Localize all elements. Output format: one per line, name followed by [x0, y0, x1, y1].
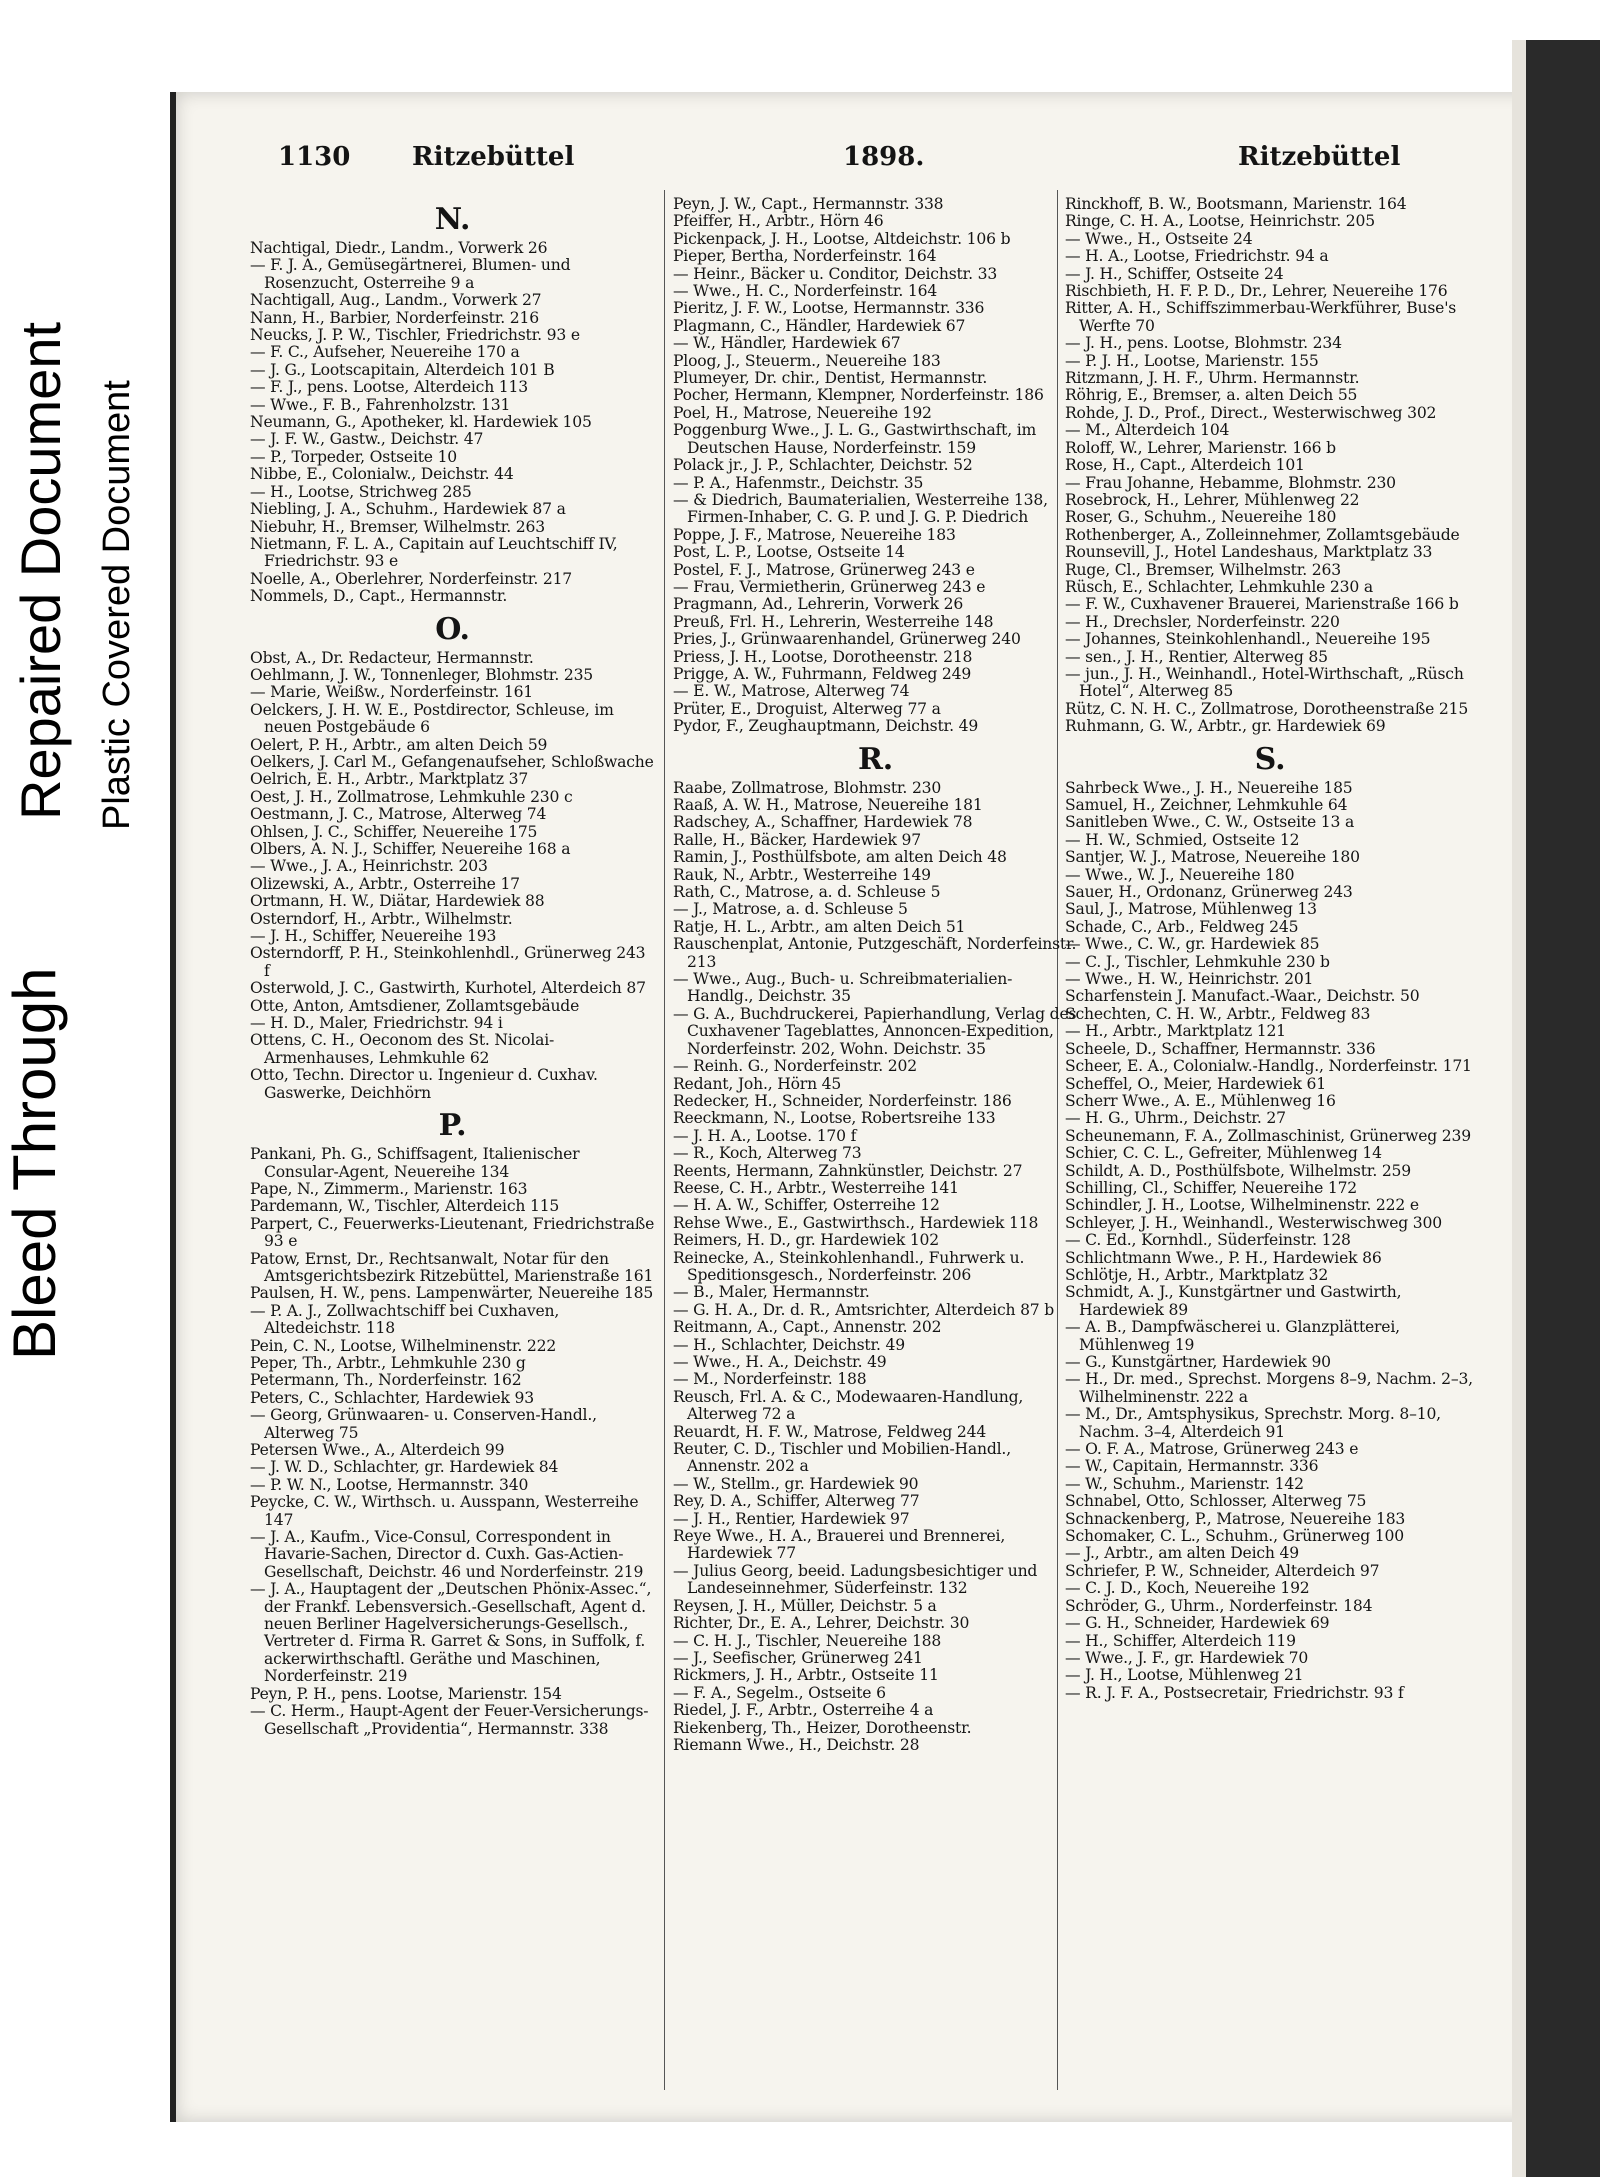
directory-entry: Röhrig, E., Bremser, a. alten Deich 55 [1065, 386, 1358, 405]
directory-entry: — F. J. A., Gemüsegärtnerei, Blumen- und Rosenzucht, Osterreihe 9 a [250, 256, 571, 292]
directory-entry: Pein, C. N., Lootse, Wilhelminenstr. 222 [250, 1336, 557, 1355]
directory-entry: Roser, G., Schuhm., Neuereihe 180 [1065, 508, 1337, 527]
directory-entry: — F. A., Segelm., Ostseite 6 [673, 1683, 886, 1702]
directory-entry: — M., Dr., Amtsphysikus, Sprechstr. Morg. 8–10, Nachm. 3–4, Alterdeich 91 [1065, 1405, 1441, 1441]
directory-entry: — H., Arbtr., Marktplatz 121 [1065, 1022, 1286, 1041]
directory-entry: Schnackenberg, P., Matrose, Neuereihe 183 [1065, 1509, 1406, 1528]
directory-entry: — J., Arbtr., am alten Deich 49 [1065, 1544, 1299, 1563]
directory-entry: — O. F. A., Matrose, Grünerweg 243 e [1065, 1440, 1359, 1459]
directory-entry: Ruhmann, G. W., Arbtr., gr. Hardewiek 69 [1065, 717, 1386, 736]
directory-entry: Saul, J., Matrose, Mühlenweg 13 [1065, 900, 1317, 919]
directory-entry: Reuter, C. D., Tischler und Mobilien-Handl., Annenstr. 202 a [673, 1440, 1011, 1476]
directory-entry: Ruge, Cl., Bremser, Wilhelmstr. 263 [1065, 560, 1341, 579]
directory-entry: Schade, C., Arb., Feldweg 245 [1065, 917, 1299, 936]
directory-entry: — C. J., Tischler, Lehmkuhle 230 b [1065, 952, 1330, 971]
directory-entry: Polack jr., J. P., Schlachter, Deichstr. 52 [673, 456, 973, 475]
directory-entry: — P., Torpeder, Ostseite 10 [250, 447, 458, 466]
directory-entry: — F. W., Cuxhavener Brauerei, Marienstraße 166 b [1065, 595, 1459, 614]
directory-entry: — P. J. H., Lootse, Marienstr. 155 [1065, 351, 1319, 370]
directory-entry: Oelckers, J. H. W. E., Postdirector, Schleuse, im neuen Postgebäude 6 [250, 700, 614, 737]
directory-entry: Peyn, P. H., pens. Lootse, Marienstr. 154 [250, 1684, 562, 1703]
directory-entry: Rickmers, J. H., Arbtr., Ostseite 11 [673, 1666, 939, 1685]
directory-column-3 [1065, 196, 1475, 2086]
directory-entry: — Frau, Vermietherin, Grünerweg 243 e [673, 577, 986, 596]
directory-entry: Schriefer, P. W., Schneider, Alterdeich 97 [1065, 1561, 1380, 1580]
directory-entry: — J. A., Kaufm., Vice-Consul, Correspondent in Havarie-Sachen, Director d. Cuxh. Gas-Actien-Gesellschaft, Deichstr. 46 und Norderfeinstr. 219 [250, 1528, 644, 1581]
directory-entry: — J. H., pens. Lootse, Blohmstr. 234 [1065, 334, 1342, 353]
directory-entry: — E. W., Matrose, Alterweg 74 [673, 682, 910, 701]
directory-entry: Radschey, A., Schaffner, Hardewiek 78 [673, 813, 973, 832]
directory-entry: Pankani, Ph. G., Schiffsagent, Italienischer Consular-Agent, Neuereihe 134 [250, 1145, 580, 1181]
directory-entry: Scheele, D., Schaffner, Hermannstr. 336 [1065, 1039, 1376, 1058]
directory-entry: Reinecke, A., Steinkohlenhandl., Fuhrwerk u. Speditionsgesch., Norderfeinstr. 206 [673, 1248, 1025, 1284]
directory-entry: — & Diedrich, Baumaterialien, Westerreihe 138, Firmen-Inhaber, C. G. P. und J. G. P. Diedrich [673, 490, 1048, 527]
directory-entry: Schilling, Cl., Schiffer, Neuereihe 172 [1065, 1178, 1358, 1197]
directory-entry: Pocher, Hermann, Klempner, Norderfeinstr. 186 [673, 386, 1044, 405]
header-left-title: Ritzebüttel [412, 142, 575, 172]
directory-entry: Schmidt, A. J., Kunstgärtner und Gastwirth, Hardewiek 89 [1065, 1283, 1402, 1319]
directory-entry: Oelert, P. H., Arbtr., am alten Deich 59 [250, 735, 548, 754]
directory-entry: — R., Koch, Alterweg 73 [673, 1144, 862, 1163]
directory-entry: Rosebrock, H., Lehrer, Mühlenweg 22 [1065, 490, 1360, 509]
directory-entry: Rüsch, E., Schlachter, Lehmkuhle 230 a [1065, 577, 1373, 596]
label-plastic-covered-document: Plastic Covered Document [96, 380, 138, 830]
directory-entry: Reese, C. H., Arbtr., Westerreihe 141 [673, 1178, 959, 1197]
directory-entry: Nachtigall, Aug., Landm., Vorwerk 27 [250, 291, 542, 310]
directory-entry: Rauschenplat, Antonie, Putzgeschäft, Norderfeinstr. 213 [673, 935, 1077, 971]
directory-entry: — Reinh. G., Norderfeinstr. 202 [673, 1057, 917, 1076]
directory-entry: Paulsen, H. W., pens. Lampenwärter, Neuereihe 185 [250, 1284, 654, 1303]
directory-entry: — P. A., Hafenmstr., Deichstr. 35 [673, 473, 924, 492]
directory-entry: — Wwe., F. B., Fahrenholzstr. 131 [250, 395, 511, 414]
directory-entry: — Wwe., J. A., Heinrichstr. 203 [250, 857, 488, 876]
directory-entry: Oelrich, E. H., Arbtr., Marktplatz 37 [250, 770, 529, 789]
directory-entry: Schlötje, H., Arbtr., Marktplatz 32 [1065, 1265, 1329, 1284]
directory-entry: Pydor, F., Zeughauptmann, Deichstr. 49 [673, 717, 979, 736]
directory-entry: Sanitleben Wwe., C. W., Ostseite 13 a [1065, 813, 1355, 832]
directory-entry: Richter, Dr., E. A., Lehrer, Deichstr. 30 [673, 1614, 970, 1633]
directory-entry: Rauk, N., Arbtr., Westerreihe 149 [673, 865, 931, 884]
directory-entry: — Wwe., J. F., gr. Hardewiek 70 [1065, 1648, 1309, 1667]
directory-column-1 [250, 196, 655, 2086]
directory-entry: Pries, J., Grünwaarenhandel, Grünerweg 240 [673, 630, 1021, 649]
directory-entry: — J. H., Schiffer, Ostseite 24 [1065, 264, 1284, 283]
page-binding-edge [1512, 40, 1600, 2177]
directory-entry: — J., Matrose, a. d. Schleuse 5 [673, 900, 908, 919]
directory-entry: Rose, H., Capt., Alterdeich 101 [1065, 456, 1305, 475]
directory-entry: Ratje, H. L., Arbtr., am alten Deich 51 [673, 917, 966, 936]
page-number: 1130 [278, 142, 351, 172]
directory-entry: — H., Schiffer, Alterdeich 119 [1065, 1631, 1296, 1650]
directory-entry: Plumeyer, Dr. chir., Dentist, Hermannstr. [673, 369, 988, 388]
directory-entry: — R. J. F. A., Postsecretair, Friedrichstr. 93 f [1065, 1683, 1404, 1702]
directory-entry: Petersen Wwe., A., Alterdeich 99 [250, 1441, 505, 1459]
directory-entry: Redant, Joh., Hörn 45 [673, 1074, 842, 1093]
directory-entry: Niebuhr, H., Bremser, Wilhelmstr. 263 [250, 517, 545, 536]
directory-entry: Raaß, A. W. H., Matrose, Neuereihe 181 [673, 796, 983, 814]
annotation-labels [0, 0, 160, 2177]
directory-entry: — P. A. J., Zollwachtschiff bei Cuxhaven, Altedeichstr. 118 [250, 1301, 560, 1338]
directory-entry: — W., Händler, Hardewiek 67 [673, 334, 901, 353]
directory-entry: Neumann, G., Apotheker, kl. Hardewiek 105 [250, 413, 592, 432]
directory-entry: Ottens, C. H., Oeconom des St. Nicolai-Armenhauses, Lehmkuhle 62 [250, 1031, 555, 1067]
directory-entry: — J. H., Schiffer, Neuereihe 193 [250, 927, 497, 946]
directory-entry: Poggenburg Wwe., J. L. G., Gastwirthschaft, im Deutschen Hause, Norderfeinstr. 159 [673, 421, 1037, 457]
directory-entry: Reuardt, H. F. W., Matrose, Feldweg 244 [673, 1422, 987, 1441]
directory-entry: — W., Capitain, Hermannstr. 336 [1065, 1457, 1319, 1476]
directory-entry: Riedel, J. F., Arbtr., Osterreihe 4 a [673, 1701, 934, 1720]
directory-entry: — B., Maler, Hermannstr. [673, 1283, 870, 1302]
directory-entry: Nann, H., Barbier, Norderfeinstr. 216 [250, 308, 539, 327]
directory-entry: Schröder, G., Uhrm., Norderfeinstr. 184 [1065, 1596, 1373, 1615]
directory-entry: Rothenberger, A., Zolleinnehmer, Zollamtsgebäude [1065, 525, 1460, 544]
directory-entry: — M., Norderfeinstr. 188 [673, 1370, 867, 1389]
label-bleed-through: Bleed Through [1, 967, 68, 1360]
directory-entry: — F. J., pens. Lootse, Alterdeich 113 [250, 378, 528, 397]
column-divider [664, 190, 665, 2090]
directory-entry: Schleyer, J. H., Weinhandl., Westerwischweg 300 [1065, 1213, 1442, 1232]
directory-entry: Oehlmann, J. W., Tonnenleger, Blohmstr. 235 [250, 665, 594, 684]
directory-entry: Redecker, H., Schneider, Norderfeinstr. 186 [673, 1091, 1012, 1110]
directory-entry: Rütz, C. N. H. C., Zollmatrose, Dorotheenstraße 215 [1065, 699, 1469, 718]
directory-entry: Oestmann, J. C., Matrose, Alterweg 74 [250, 805, 547, 824]
directory-entry: — G. H., Schneider, Hardewiek 69 [1065, 1614, 1330, 1633]
directory-entry: Santjer, W. J., Matrose, Neuereihe 180 [1065, 848, 1360, 867]
directory-entry: Prüter, E., Droguist, Alterweg 77 a [673, 699, 941, 718]
directory-entry: Pardemann, W., Tischler, Alterdeich 115 [250, 1197, 560, 1216]
directory-entry: Scheunemann, F. A., Zollmaschinist, Grünerweg 239 [1065, 1126, 1471, 1145]
directory-entry: — G. A., Buchdruckerei, Papierhandlung, Verlag des Cuxhavener Tageblattes, Annoncen-Expedition, Norderfeinstr. 202, Wohn. Deichstr. 35 [673, 1004, 1077, 1058]
directory-entry: Osterndorf, H., Arbtr., Wilhelmstr. [250, 909, 513, 928]
directory-entry: — Johannes, Steinkohlenhandl., Neuereihe 195 [1065, 630, 1431, 649]
directory-entry: — H. A., Lootse, Friedrichstr. 94 a [1065, 247, 1329, 266]
directory-entry: — Wwe., Aug., Buch- u. Schreibmaterialien-Handlg., Deichstr. 35 [673, 970, 1013, 1006]
directory-entry: Sahrbeck Wwe., J. H., Neuereihe 185 [1065, 778, 1353, 797]
directory-entry: Ohlsen, J. C., Schiffer, Neuereihe 175 [250, 822, 538, 841]
section-letter: O. [435, 611, 470, 647]
directory-entry: Raabe, Zollmatrose, Blohmstr. 230 [673, 778, 942, 797]
directory-entry: Pape, N., Zimmerm., Marienstr. 163 [250, 1179, 528, 1198]
directory-entry: Ploog, J., Steuerm., Neuereihe 183 [673, 351, 941, 370]
directory-entry: — H., Schlachter, Deichstr. 49 [673, 1335, 905, 1354]
directory-entry: Prigge, A. W., Fuhrmann, Feldweg 249 [673, 664, 972, 683]
directory-entry: — C. J. D., Koch, Neuereihe 192 [1065, 1579, 1310, 1598]
directory-entry: — Wwe., H. A., Deichstr. 49 [673, 1353, 887, 1371]
directory-entry: Reye Wwe., H. A., Brauerei und Brennerei, Hardewiek 77 [673, 1527, 1006, 1563]
directory-entry: — C. Herm., Haupt-Agent der Feuer-Versicherungs-Gesellschaft „Providentia“, Hermannstr. 338 [250, 1702, 649, 1738]
directory-entry: Osterndorff, P. H., Steinkohlenhdl., Grünerweg 243 f [250, 944, 646, 980]
directory-entry: Neucks, J. P. W., Tischler, Friedrichstr. 93 e [250, 326, 580, 345]
directory-entry: — H., Dr. med., Sprechst. Morgens 8–9, Nachm. 2–3, Wilhelminenstr. 222 a [1065, 1370, 1473, 1406]
directory-entry: Reysen, J. H., Müller, Deichstr. 5 a [673, 1596, 937, 1615]
directory-entry: — F. C., Aufseher, Neuereihe 170 a [250, 343, 520, 362]
header-year: 1898. [843, 142, 925, 172]
section-letter: R. [858, 741, 893, 777]
directory-entry: — G. H. A., Dr. d. R., Amtsrichter, Alterdeich 87 b [673, 1300, 1055, 1319]
directory-entry: — Marie, Weißw., Norderfeinstr. 161 [250, 683, 534, 702]
directory-entry: — J. A., Hauptagent der „Deutschen Phönix-Assec.“, der Frankf. Lebensversich.-Gesellschaft, Agent d. neuen Berliner Hagelversicherungs-Gesellsch., Vertreter d. Firma R. Garret & Sons, in Suffolk, f. ackerwirthschaftl. Geräthe und Maschinen, Norderfeinstr. 219 [250, 1580, 652, 1686]
directory-entry: — Georg, Grünwaaren- u. Conserven-Handl., Alterweg 75 [250, 1406, 597, 1442]
directory-entry: Niebling, J. A., Schuhm., Hardewiek 87 a [250, 500, 566, 519]
directory-entry: — Julius Georg, beeid. Ladungsbesichtiger und Landeseinnehmer, Süderfeinstr. 132 [673, 1561, 1038, 1598]
directory-entry: — J. H., Rentier, Hardewiek 97 [673, 1509, 910, 1528]
directory-entry: Scheffel, O., Meier, Hardewiek 61 [1065, 1074, 1326, 1093]
directory-entry: — Wwe., H. W., Heinrichstr. 201 [1065, 970, 1314, 989]
directory-entry: Ritzmann, J. H. F., Uhrm. Hermannstr. [1065, 369, 1360, 388]
directory-entry: Otte, Anton, Amtsdiener, Zollamtsgebäude [250, 996, 580, 1015]
directory-entry: Rounsevill, J., Hotel Landeshaus, Marktplatz 33 [1065, 543, 1433, 562]
directory-entry: Postel, F. J., Matrose, Grünerweg 243 e [673, 560, 975, 579]
directory-entry: Reitmann, A., Capt., Annenstr. 202 [673, 1318, 942, 1337]
directory-entry: Ringe, C. H. A., Lootse, Heinrichstr. 205 [1065, 212, 1375, 231]
directory-entry: Rath, C., Matrose, a. d. Schleuse 5 [673, 883, 941, 902]
directory-entry: — C. Ed., Kornhdl., Süderfeinstr. 128 [1065, 1231, 1351, 1250]
directory-entry: — C. H. J., Tischler, Neuereihe 188 [673, 1631, 942, 1650]
directory-entry: — J. H., Lootse, Mühlenweg 21 [1065, 1666, 1304, 1685]
directory-entry: Reeckmann, N., Lootse, Robertsreihe 133 [673, 1109, 996, 1128]
directory-column-2 [673, 196, 1078, 2086]
directory-entry: Ramin, J., Posthülfsbote, am alten Deich 48 [673, 848, 1007, 867]
directory-entry: Sauer, H., Ordonanz, Grünerweg 243 [1065, 883, 1353, 902]
directory-entry: Schildt, A. D., Posthülfsbote, Wilhelmstr. 259 [1065, 1161, 1411, 1180]
directory-entry: Peters, C., Schlachter, Hardewiek 93 [250, 1388, 534, 1407]
directory-entry: Peycke, C. W., Wirthsch. u. Ausspann, Westerreihe 147 [250, 1493, 639, 1529]
directory-entry: — H. W., Schmied, Ostseite 12 [1065, 830, 1300, 849]
directory-entry: Peyn, J. W., Capt., Hermannstr. 338 [673, 196, 944, 213]
directory-entry: — Wwe., W. J., Neuereihe 180 [1065, 865, 1295, 884]
directory-entry: — jun., J. H., Weinhandl., Hotel-Wirthschaft, „Rüsch Hotel“, Alterweg 85 [1065, 664, 1464, 701]
directory-entry: Schechten, C. H. W., Arbtr., Feldweg 83 [1065, 1004, 1371, 1023]
directory-entry: Petermann, Th., Norderfeinstr. 162 [250, 1371, 522, 1390]
directory-entry: — A. B., Dampfwäscherei u. Glanzplätterei, Mühlenweg 19 [1065, 1318, 1400, 1354]
directory-entry: Post, L. P., Lootse, Ostseite 14 [673, 543, 905, 562]
directory-entry: — H., Lootse, Strichweg 285 [250, 482, 472, 501]
directory-entry: Nibbe, E., Colonialw., Deichstr. 44 [250, 465, 514, 484]
directory-entry: — Wwe., H., Ostseite 24 [1065, 229, 1253, 248]
directory-entry: Parpert, C., Feuerwerks-Lieutenant, Friedrichstraße 93 e [250, 1214, 655, 1251]
directory-entry: Preuß, Frl. H., Lehrerin, Westerreihe 148 [673, 612, 994, 631]
directory-entry: Nommels, D., Capt., Hermannstr. [250, 587, 508, 606]
header-right-title: Ritzebüttel [1238, 142, 1401, 172]
directory-entry: Peper, Th., Arbtr., Lehmkuhle 230 g [250, 1353, 526, 1372]
directory-entry: Ortmann, H. W., Diätar, Hardewiek 88 [250, 892, 545, 911]
directory-entry: Osterwold, J. C., Gastwirth, Kurhotel, Alterdeich 87 [250, 979, 646, 998]
directory-entry: Rey, D. A., Schiffer, Alterweg 77 [673, 1492, 920, 1511]
directory-entry: Reimers, H. D., gr. Hardewiek 102 [673, 1231, 940, 1250]
directory-entry: Schlichtmann Wwe., P. H., Hardewiek 86 [1065, 1248, 1382, 1267]
directory-entry: Pickenpack, J. H., Lootse, Altdeichstr. 106 b [673, 229, 1011, 248]
directory-entry: Priess, J. H., Lootse, Dorotheenstr. 218 [673, 647, 973, 666]
directory-entry: — Wwe., H. C., Norderfeinstr. 164 [673, 282, 938, 301]
directory-entry: — Heinr., Bäcker u. Conditor, Deichstr. 33 [673, 264, 998, 283]
directory-entry: Pfeiffer, H., Arbtr., Hörn 46 [673, 212, 884, 231]
directory-entry: Rischbieth, H. F. P. D., Dr., Lehrer, Neuereihe 176 [1065, 282, 1448, 301]
label-repaired-document: Repaired Document [9, 321, 72, 820]
directory-entry: Plagmann, C., Händler, Hardewiek 67 [673, 316, 966, 335]
directory-entry: Poel, H., Matrose, Neuereihe 192 [673, 403, 932, 422]
directory-entry: — H. A. W., Schiffer, Osterreihe 12 [673, 1196, 940, 1215]
directory-entry: Patow, Ernst, Dr., Rechtsanwalt, Notar für den Amtsgerichtsbezirk Ritzebüttel, Marienstraße 161 [250, 1249, 654, 1285]
directory-entry: — sen., J. H., Rentier, Alterweg 85 [1065, 647, 1328, 666]
directory-entry: Poppe, J. F., Matrose, Neuereihe 183 [673, 525, 956, 544]
section-letter: S. [1254, 741, 1286, 777]
directory-entry: Pragmann, Ad., Lehrerin, Vorwerk 26 [673, 595, 964, 614]
directory-entry: Scharfenstein J. Manufact.-Waar., Deichstr. 50 [1065, 987, 1420, 1006]
directory-entry: — P. W. N., Lootse, Hermannstr. 340 [250, 1475, 529, 1494]
directory-entry: Riekenberg, Th., Heizer, Dorotheenstr. [673, 1718, 972, 1737]
directory-entry: Otto, Techn. Director u. Ingenieur d. Cuxhav. Gaswerke, Deichhörn [250, 1066, 598, 1102]
directory-entry: Reusch, Frl. A. & C., Modewaaren-Handlung, Alterweg 72 a [673, 1387, 1024, 1424]
directory-entry: — Frau Johanne, Hebamme, Blohmstr. 230 [1065, 473, 1396, 492]
directory-entry: — J. W. D., Schlachter, gr. Hardewiek 84 [250, 1458, 559, 1477]
directory-entry: Schomaker, C. L., Schuhm., Grünerweg 100 [1065, 1527, 1404, 1546]
directory-entry: Ralle, H., Bäcker, Hardewiek 97 [673, 830, 921, 849]
directory-entry: Olbers, A. N. J., Schiffer, Neuereihe 168 a [250, 840, 571, 858]
directory-entry: Schnabel, Otto, Schlosser, Alterweg 75 [1065, 1492, 1367, 1511]
directory-entry: Samuel, H., Zeichner, Lehmkuhle 64 [1065, 796, 1348, 814]
directory-entry: Noelle, A., Oberlehrer, Norderfeinstr. 217 [250, 569, 573, 588]
directory-entry: — J. F. W., Gastw., Deichstr. 47 [250, 430, 484, 449]
directory-entry: — M., Alterdeich 104 [1065, 421, 1230, 440]
directory-entry: Pieper, Bertha, Norderfeinstr. 164 [673, 247, 937, 266]
directory-entry: Pieritz, J. F. W., Lootse, Hermannstr. 336 [673, 299, 985, 318]
directory-entry: Scheer, E. A., Colonialw.-Handlg., Norderfeinstr. 171 [1065, 1057, 1472, 1076]
directory-entry: Oest, J. H., Zollmatrose, Lehmkuhle 230 c [250, 787, 573, 806]
directory-entry: — J., Seefischer, Grünerweg 241 [673, 1648, 923, 1667]
directory-entry: Rehse Wwe., E., Gastwirthsch., Hardewiek 118 [673, 1213, 1039, 1232]
directory-entry: Nachtigal, Diedr., Landm., Vorwerk 26 [250, 239, 548, 257]
directory-entry: Schier, C. C. L., Gefreiter, Mühlenweg 14 [1065, 1144, 1382, 1163]
directory-entry: — G., Kunstgärtner, Hardewiek 90 [1065, 1353, 1331, 1371]
directory-entry: — J. G., Lootscapitain, Alterdeich 101 B [250, 360, 555, 379]
directory-entry: Ritter, A. H., Schiffszimmerbau-Werkführer, Buse's Werfte 70 [1065, 299, 1457, 335]
directory-entry: Rinckhoff, B. W., Bootsmann, Marienstr. 164 [1065, 196, 1407, 213]
directory-entry: Obst, A., Dr. Redacteur, Hermannstr. [250, 648, 534, 667]
section-letter: P. [438, 1108, 467, 1144]
directory-entry: Olizewski, A., Arbtr., Osterreihe 17 [250, 874, 520, 893]
directory-entry: — H., Drechsler, Norderfeinstr. 220 [1065, 612, 1340, 631]
directory-entry: Roloff, W., Lehrer, Marienstr. 166 b [1065, 438, 1336, 457]
directory-entry: — J. H. A., Lootse. 170 f [673, 1126, 857, 1145]
directory-entry: Schindler, J. H., Lootse, Wilhelminenstr. 222 e [1065, 1196, 1419, 1215]
directory-entry: — H. D., Maler, Friedrichstr. 94 i [250, 1014, 503, 1033]
section-letter: N. [434, 202, 471, 237]
directory-entry: Riemann Wwe., H., Deichstr. 28 [673, 1735, 920, 1754]
directory-entry: Reents, Hermann, Zahnkünstler, Deichstr. 27 [673, 1161, 1023, 1180]
directory-entry: — W., Schuhm., Marienstr. 142 [1065, 1474, 1304, 1493]
directory-entry: — H. G., Uhrm., Deichstr. 27 [1065, 1109, 1286, 1128]
directory-entry: — W., Stellm., gr. Hardewiek 90 [673, 1474, 919, 1493]
directory-entry: Oelkers, J. Carl M., Gefangenaufseher, Schloßwache [250, 752, 654, 771]
directory-entry: Scherr Wwe., A. E., Mühlenweg 16 [1065, 1091, 1336, 1110]
directory-entry: Nietmann, F. L. A., Capitain auf Leuchtschiff IV, Friedrichstr. 93 e [250, 534, 618, 571]
directory-entry: — Wwe., C. W., gr. Hardewiek 85 [1065, 935, 1320, 954]
directory-entry: Rohde, J. D., Prof., Direct., Westerwischweg 302 [1065, 403, 1437, 422]
